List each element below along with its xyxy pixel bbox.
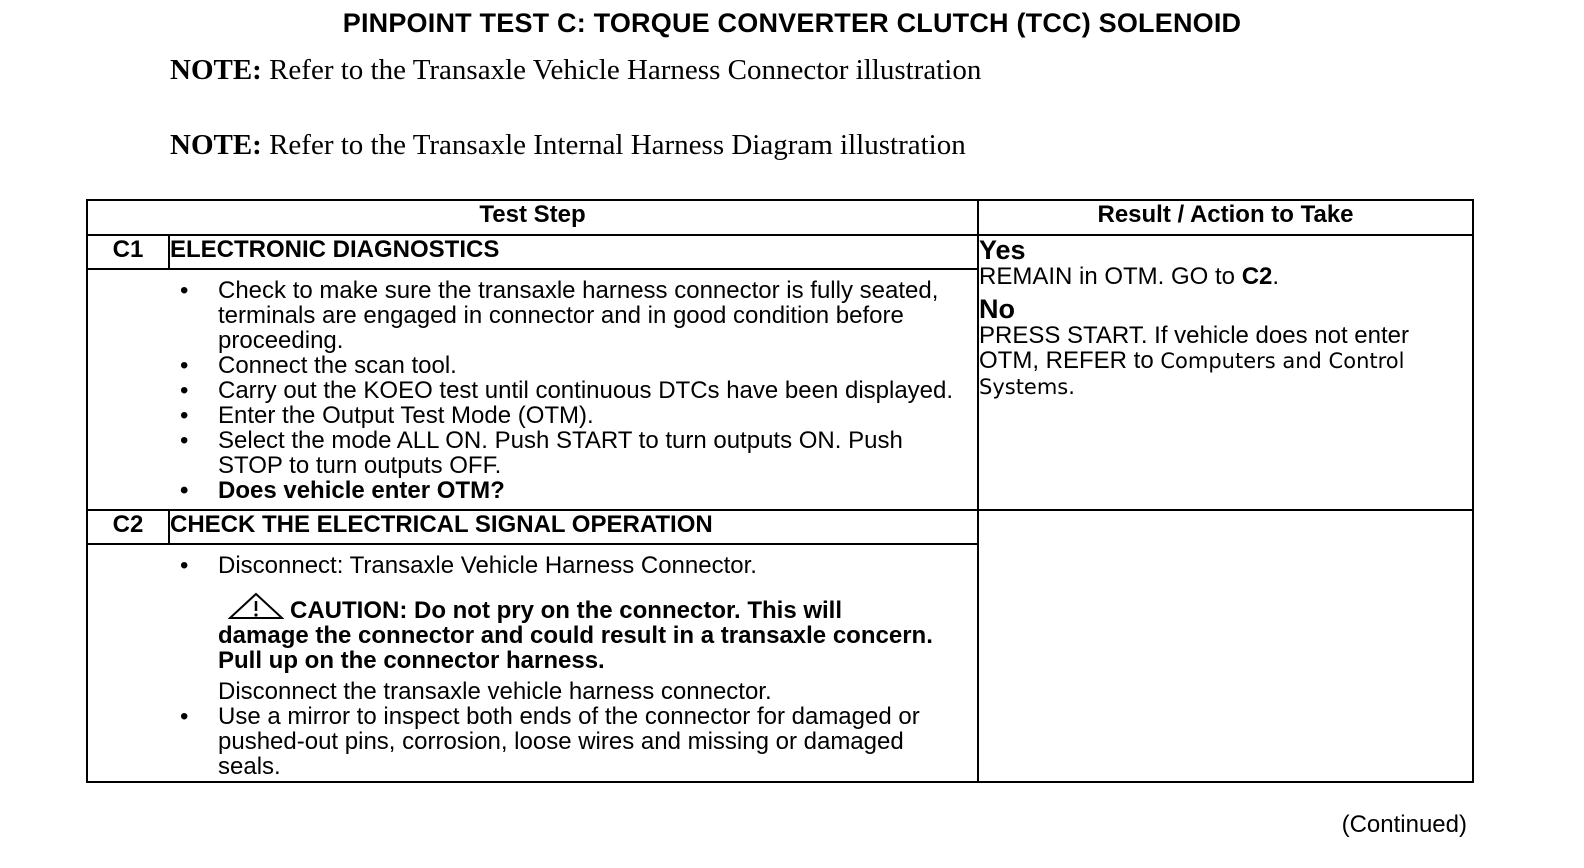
list-item [88,353,977,378]
continued-label: (Continued) [1341,811,1467,838]
list-item [88,553,977,578]
step-title-c1: ELECTRONIC DIAGNOSTICS [169,235,978,269]
yes-action-text: REMAIN in OTM. GO to [979,263,1242,290]
list-item-text: Select the mode ALL ON. Push START to turn outputs ON. Push STOP to turn outputs OFF. [218,427,903,479]
step-list-c1 [88,270,977,509]
goto-c2-link[interactable]: C2 [1241,263,1273,290]
bullet-icon: • [180,277,189,304]
bullet-icon: • [180,402,189,429]
step-body-c2 [87,544,978,782]
yes-label: Yes [979,235,1026,265]
list-item [88,428,977,478]
note-label: NOTE: [170,54,262,86]
list-item-text: Disconnect: Transaxle Vehicle Harness Connector. [218,552,757,579]
list-item [88,704,977,779]
pinpoint-test-table [86,199,1474,783]
bullet-icon: • [180,352,189,379]
disconnect-instruction: Disconnect the transaxle vehicle harness connector. [218,678,772,705]
caution-block [88,592,977,673]
header-result: Result / Action to Take [978,200,1473,235]
result-c1 [978,235,1473,510]
bullet-icon: • [180,552,189,579]
header-test-step: Test Step [87,200,978,235]
list-item [88,278,977,353]
list-item [88,403,977,428]
list-item-text: Does vehicle enter OTM? [218,477,505,504]
table-row [87,235,1473,269]
bullet-icon: • [180,427,189,454]
note-label: NOTE: [170,129,262,161]
bullet-icon: • [180,477,189,504]
note-text: Refer to the Transaxle Internal Harness Diagram illustration [261,129,966,161]
no-label: No [979,294,1015,324]
bullet-icon: • [180,377,189,404]
no-action-text: PRESS START. If vehicle does not enter OTM, REFER to [979,322,1409,374]
warning-triangle-icon [228,592,284,620]
table-header-row [87,200,1473,235]
list-item [88,378,977,403]
table-row [87,510,1473,544]
step-title-c2: CHECK THE ELECTRICAL SIGNAL OPERATION [169,510,978,544]
step-id-c2: C2 [87,510,169,544]
note-harness-connector [170,54,981,87]
step-list-c2-b [88,704,977,781]
computers-control-systems-ref[interactable]: Computers and Control Systems. [979,349,1405,399]
yes-action [979,264,1472,289]
list-item [88,478,977,503]
step-list-c2 [88,545,977,578]
list-item-text: Use a mirror to inspect both ends of the connector for damaged or pushed-out pins, corrosion, loose wires and missing or damaged seals. [218,703,920,780]
list-item-text: Enter the Output Test Mode (OTM). [218,402,594,429]
list-item-text: Connect the scan tool. [218,352,457,379]
step-body-c1 [87,269,978,510]
yes-action-end: . [1272,263,1280,290]
list-item-text: Check to make sure the transaxle harness connector is fully seated, terminals are engaged in connector and in good condition before proceeding. [218,277,939,354]
step-id-c1: C1 [87,235,169,269]
note-internal-harness [170,129,966,162]
caution-text: CAUTION: Do not pry on the connector. This will damage the connector and could result in a transaxle concern. Pull up on the connector harness. [218,597,933,674]
bullet-icon: • [180,703,189,730]
list-item-text: Carry out the KOEO test until continuous DTCs have been displayed. [218,377,954,404]
page-title: PINPOINT TEST C: TORQUE CONVERTER CLUTCH (TCC) SOLENOID [342,8,1242,38]
result-c2 [978,510,1473,782]
note-text: Refer to the Transaxle Vehicle Harness Connector illustration [261,54,982,86]
no-action [979,323,1472,400]
